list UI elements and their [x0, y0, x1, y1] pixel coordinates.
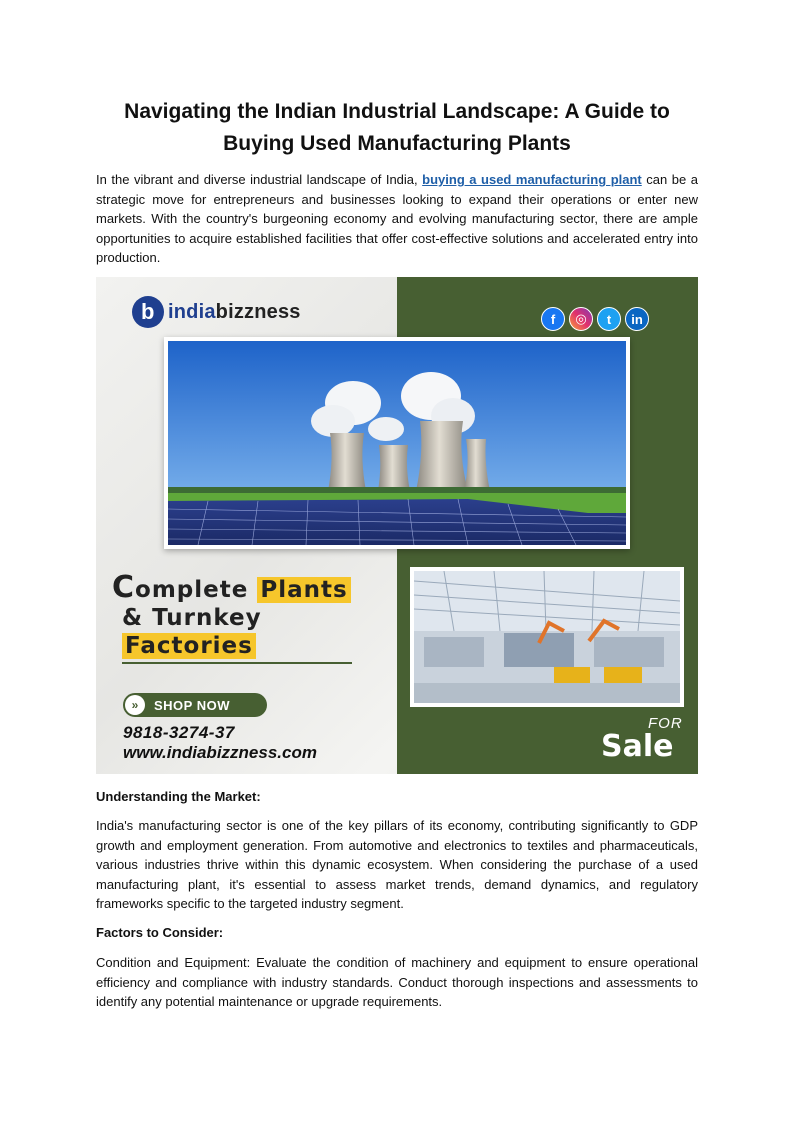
- section-heading-market: Understanding the Market:: [96, 789, 261, 804]
- headline-line2: & Turnkey: [122, 605, 262, 631]
- market-paragraph: India's manufacturing sector is one of the key pillars of its economy, contributing significantly to GDP growth and employment generation. From automotive and electronics to textiles and pharmaceuticals, various industries thrive within this dynamic ecosystem. When considering the purchase of a used manufacturing plant, it's essential to assess market trends, demand dynamics, and regulatory frameworks specific to the targeted industry segment.: [96, 818, 698, 912]
- logo-text-india: india: [168, 300, 216, 323]
- section-heading-factors: Factors to Consider:: [96, 925, 224, 940]
- website-url: www.indiabizzness.com: [123, 743, 317, 762]
- facebook-icon: f: [541, 307, 565, 331]
- headline-line1: omplete: [135, 577, 249, 603]
- twitter-icon: t: [597, 307, 621, 331]
- banner-headline: [112, 570, 351, 660]
- logo-text-bizzness: bizzness: [215, 300, 301, 323]
- intro-paragraph: [96, 170, 698, 268]
- headline-line3: Factories: [122, 633, 256, 659]
- shop-now-label: SHOP NOW: [154, 697, 230, 713]
- shop-now-button[interactable]: [123, 693, 267, 717]
- intro-text-after: can be a strategic move for entrepreneurs and businesses looking to expand their operations or enter new markets. With the country's burgeoning economy and evolving manufacturing sector, there are ample opportunities to acquire established facilities that offer cost-effective solutions and accelerated entry into production.: [96, 172, 698, 266]
- power-plant-photo: [164, 337, 630, 549]
- factory-photo: [410, 567, 684, 707]
- headline-underline: [122, 662, 352, 664]
- instagram-icon: ◎: [569, 307, 593, 331]
- used-plant-link[interactable]: buying a used manufacturing plant: [422, 172, 642, 187]
- factors-paragraph: Condition and Equipment: Evaluate the condition of machinery and equipment to ensure operational efficiency and compliance with industry standards. Conduct thorough inspections and assessments to identify any potential maintenance or upgrade requirements.: [96, 955, 698, 1010]
- sale-label: Sale: [601, 729, 674, 764]
- double-chevron-icon: »: [125, 695, 145, 715]
- linkedin-icon: in: [625, 307, 649, 331]
- headline-highlight: Plants: [257, 577, 350, 603]
- indiabizzness-logo: [132, 296, 301, 328]
- headline-initial: C: [112, 570, 136, 605]
- promo-banner-image: [96, 277, 698, 774]
- contact-phone: 9818-3274-37: [123, 723, 235, 742]
- social-icons: [541, 307, 649, 331]
- intro-text-before: In the vibrant and diverse industrial landscape of India,: [96, 172, 423, 187]
- page-title: Navigating the Indian Industrial Landscape: A Guide to Buying Used Manufacturing Plants: [124, 100, 670, 155]
- logo-mark-icon: b: [132, 296, 164, 328]
- for-label: FOR: [648, 715, 683, 732]
